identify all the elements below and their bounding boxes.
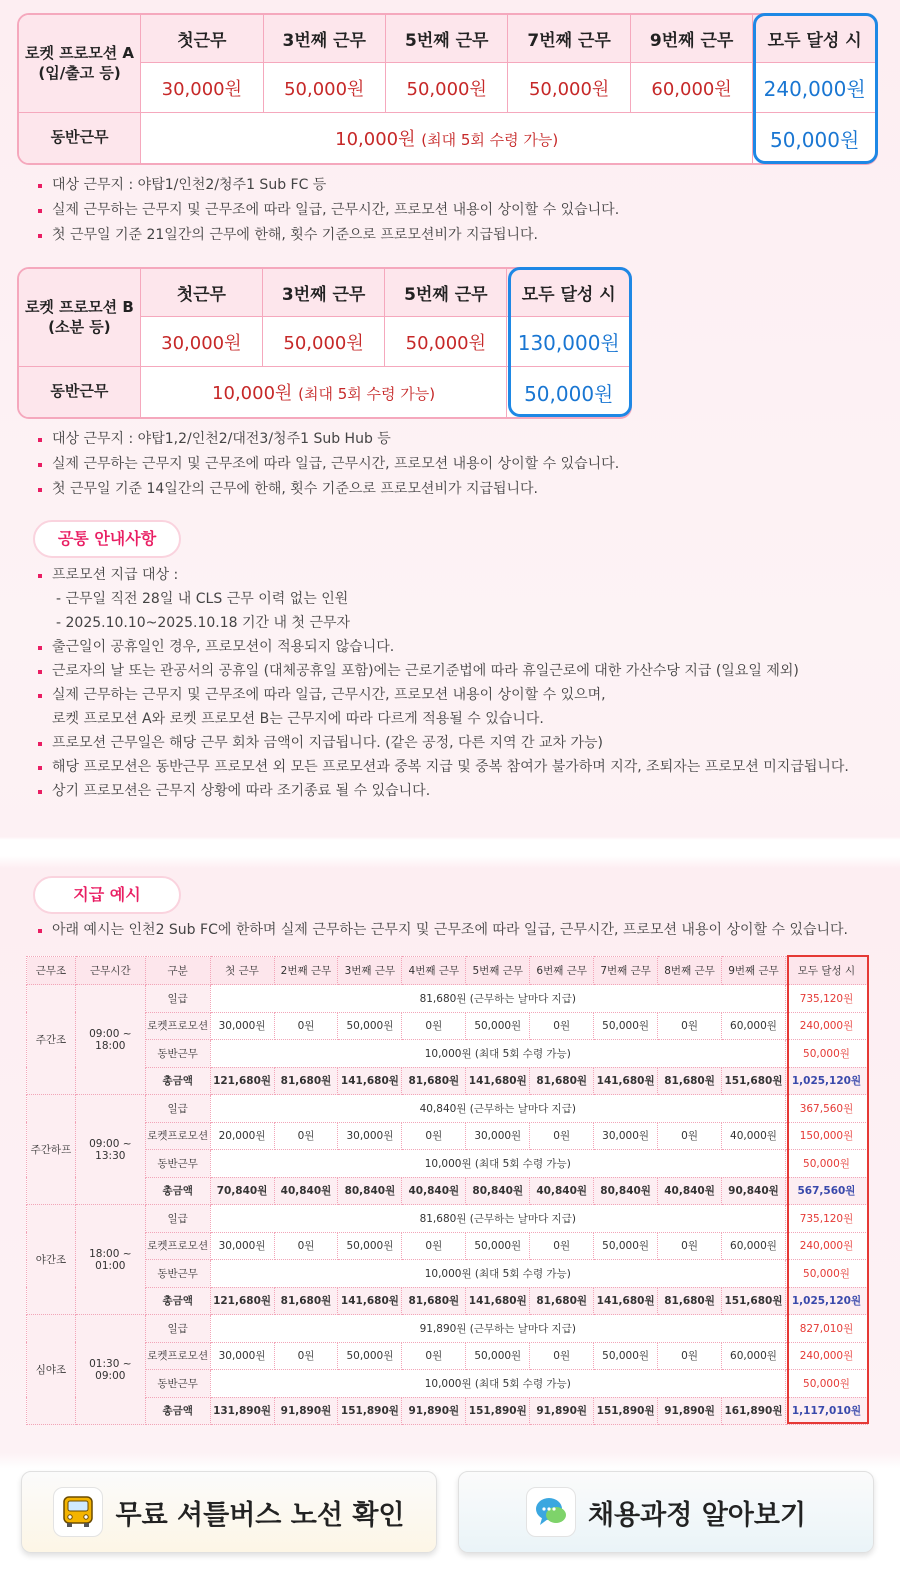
promo-b-companion-label: 동반근무 — [19, 367, 141, 417]
promo-cell: 0원 — [402, 1342, 466, 1370]
sum-cell: 151,680원 — [722, 1067, 786, 1095]
example-row-promo — [27, 1232, 868, 1260]
sum-cell: 81,680원 — [658, 1287, 722, 1315]
hiring-process-button-label: 채용과정 알아보기 — [587, 1499, 807, 1531]
promo-b-val-5: 50,000원 — [385, 317, 507, 367]
col-head: 첫 근무 — [210, 957, 274, 985]
promo-cell: 20,000원 — [210, 1122, 274, 1150]
promo-a-head-total: 모두 달성 시 — [753, 15, 876, 63]
sum-cell: 81,680원 — [530, 1287, 594, 1315]
common-note-text: 프로모션 지급 대상 : — [52, 567, 179, 583]
example-row-daily — [27, 985, 868, 1013]
promo-cell: 0원 — [274, 1342, 338, 1370]
promo-cell: 30,000원 — [210, 1232, 274, 1260]
promo-a-val-total: 240,000원 — [753, 63, 876, 113]
sum-total: 1,025,120원 — [785, 1287, 867, 1315]
sum-cell: 141,680원 — [338, 1067, 402, 1095]
promo-cell: 0원 — [658, 1232, 722, 1260]
promo-a-subtitle: (입/출고 등) — [38, 63, 121, 82]
promo-b-companion-note: (최대 5회 수령 가능) — [298, 385, 436, 403]
example-row-companion — [27, 1150, 868, 1178]
promo-a-val-3: 50,000원 — [264, 63, 386, 113]
sum-cell: 81,680원 — [658, 1067, 722, 1095]
sum-cell: 70,840원 — [210, 1177, 274, 1205]
col-head: 9번째 근무 — [722, 957, 786, 985]
promo-total: 240,000원 — [785, 1012, 867, 1040]
col-head: 3번째 근무 — [338, 957, 402, 985]
promo-total: 240,000원 — [785, 1342, 867, 1370]
sum-cell: 131,890원 — [210, 1397, 274, 1425]
promo-a-table — [17, 13, 878, 165]
promo-a-note: 실제 근무하는 근무지 및 근무조에 따라 일급, 근무시간, 프로모션 내용이 상이할 수 있습니다. — [36, 198, 866, 223]
sum-cell: 141,680원 — [338, 1287, 402, 1315]
sum-cell: 91,890원 — [402, 1397, 466, 1425]
example-row-sum — [27, 1397, 868, 1425]
promo-total: 150,000원 — [785, 1122, 867, 1150]
promo-b-subtitle: (소분 등) — [48, 317, 111, 336]
promo-total: 240,000원 — [785, 1232, 867, 1260]
promo-cell: 60,000원 — [722, 1342, 786, 1370]
promo-cell: 50,000원 — [338, 1012, 402, 1040]
promo-a-val-5: 50,000원 — [386, 63, 508, 113]
promo-a-note: 대상 근무지 : 야탑1/인천2/청주1 Sub FC 등 — [36, 173, 866, 198]
promo-a-notes — [36, 173, 866, 248]
promo-cell: 0원 — [402, 1012, 466, 1040]
promo-a-val-9: 60,000원 — [631, 63, 753, 113]
hiring-process-button[interactable] — [458, 1471, 874, 1553]
example-row-daily — [27, 1095, 868, 1123]
common-note — [36, 563, 886, 635]
promo-cell: 50,000원 — [466, 1342, 530, 1370]
promo-cell: 0원 — [274, 1012, 338, 1040]
sum-cell: 40,840원 — [274, 1177, 338, 1205]
sum-cell: 81,680원 — [530, 1067, 594, 1095]
sum-cell: 141,680원 — [466, 1287, 530, 1315]
promo-b-companion-value — [141, 367, 508, 417]
promo-cell: 30,000원 — [210, 1012, 274, 1040]
example-row-daily — [27, 1205, 868, 1233]
promo-cell: 0원 — [530, 1232, 594, 1260]
daily-wage: 91,890원 (근무하는 날마다 지급) — [210, 1315, 785, 1343]
sum-cell: 141,680원 — [594, 1287, 658, 1315]
promo-b-val-1: 30,000원 — [141, 317, 263, 367]
row-category: 로켓프로모션 — [145, 1342, 210, 1370]
col-head: 6번째 근무 — [530, 957, 594, 985]
example-row-promo — [27, 1342, 868, 1370]
daily-total: 735,120원 — [785, 985, 867, 1013]
promo-b-note: 첫 근무일 기준 14일간의 근무에 한해, 횟수 기준으로 프로모션비가 지급됩니다. — [36, 477, 866, 502]
promo-cell: 0원 — [530, 1012, 594, 1040]
promo-cell: 30,000원 — [338, 1122, 402, 1150]
sum-cell: 141,680원 — [466, 1067, 530, 1095]
promo-b-note: 실제 근무하는 근무지 및 근무조에 따라 일급, 근무시간, 프로모션 내용이 상이할 수 있습니다. — [36, 452, 866, 477]
example-notes — [36, 918, 886, 943]
common-note: 해당 프로모션은 동반근무 프로모션 외 모든 프로모션과 중복 지급 및 중복 참여가 불가하며 지각, 조퇴자는 프로모션 미지급됩니다. — [36, 755, 886, 779]
sum-cell: 81,680원 — [402, 1067, 466, 1095]
shift-name: 심야조 — [27, 1315, 76, 1425]
row-category: 총금액 — [145, 1067, 210, 1095]
sum-cell: 161,890원 — [722, 1397, 786, 1425]
promo-a-companion-note: (최대 5회 수령 가능) — [421, 131, 559, 149]
col-head: 4번째 근무 — [402, 957, 466, 985]
promo-cell: 0원 — [402, 1232, 466, 1260]
sum-cell: 81,680원 — [274, 1067, 338, 1095]
common-note — [36, 683, 886, 731]
promo-a-rowhead — [19, 15, 141, 113]
promo-cell: 0원 — [530, 1342, 594, 1370]
promo-a-head-1: 첫근무 — [141, 15, 263, 63]
example-row-daily — [27, 1315, 868, 1343]
common-note: 상기 프로모션은 근무지 상황에 따라 조기종료 될 수 있습니다. — [36, 779, 886, 803]
sum-cell: 151,890원 — [338, 1397, 402, 1425]
row-category: 총금액 — [145, 1397, 210, 1425]
col-head: 5번째 근무 — [466, 957, 530, 985]
promo-cell: 30,000원 — [466, 1122, 530, 1150]
companion-cell: 10,000원 (최대 5회 수령 가능) — [210, 1260, 785, 1288]
promo-cell: 50,000원 — [466, 1232, 530, 1260]
shift-time: 01:30 ~ 09:00 — [75, 1315, 145, 1425]
shift-time: 09:00 ~ 13:30 — [75, 1095, 145, 1205]
common-note-sub: - 근무일 직전 28일 내 CLS 근무 이력 없는 인원 — [56, 591, 349, 607]
daily-total: 735,120원 — [785, 1205, 867, 1233]
companion-total: 50,000원 — [785, 1370, 867, 1398]
example-row-promo — [27, 1012, 868, 1040]
sum-cell: 121,680원 — [210, 1067, 274, 1095]
chat-bubble-icon — [526, 1487, 576, 1537]
common-notes — [36, 563, 886, 803]
promo-b-companion-total: 50,000원 — [524, 381, 614, 406]
col-head: 모두 달성 시 — [785, 957, 867, 985]
example-row-sum — [27, 1067, 868, 1095]
common-notice-title: 공통 안내사항 — [33, 520, 181, 558]
companion-total: 50,000원 — [785, 1150, 867, 1178]
col-head: 7번째 근무 — [594, 957, 658, 985]
sum-cell: 91,890원 — [274, 1397, 338, 1425]
example-row-sum — [27, 1177, 868, 1205]
promo-cell: 50,000원 — [466, 1012, 530, 1040]
common-note-text: 실제 근무하는 근무지 및 근무조에 따라 일급, 근무시간, 프로모션 내용이 상이할 수 있으며, — [52, 687, 606, 703]
sum-cell: 121,680원 — [210, 1287, 274, 1315]
promo-cell: 50,000원 — [594, 1012, 658, 1040]
promo-cell: 0원 — [402, 1122, 466, 1150]
promo-b-table — [17, 267, 632, 419]
sum-cell: 81,680원 — [402, 1287, 466, 1315]
row-category: 총금액 — [145, 1287, 210, 1315]
payment-example-table — [26, 956, 868, 1425]
row-category: 일급 — [145, 1315, 210, 1343]
companion-cell: 10,000원 (최대 5회 수령 가능) — [210, 1150, 785, 1178]
sum-cell: 151,680원 — [722, 1287, 786, 1315]
promo-a-head-3: 3번째 근무 — [264, 15, 386, 63]
promo-cell: 50,000원 — [594, 1232, 658, 1260]
shift-name: 주간하프 — [27, 1095, 76, 1205]
sum-cell: 151,890원 — [594, 1397, 658, 1425]
row-category: 동반근무 — [145, 1370, 210, 1398]
daily-wage: 81,680원 (근무하는 날마다 지급) — [210, 985, 785, 1013]
sum-total: 567,560원 — [785, 1177, 867, 1205]
sum-cell: 80,840원 — [466, 1177, 530, 1205]
row-category: 로켓프로모션 — [145, 1012, 210, 1040]
promo-b-title: 로켓 프로모션 B — [24, 298, 134, 316]
row-category: 동반근무 — [145, 1040, 210, 1068]
sum-cell: 40,840원 — [402, 1177, 466, 1205]
sum-cell: 91,890원 — [658, 1397, 722, 1425]
sum-cell: 80,840원 — [338, 1177, 402, 1205]
shuttle-bus-button-label: 무료 셔틀버스 노선 확인 — [115, 1499, 405, 1531]
example-row-promo — [27, 1122, 868, 1150]
daily-total: 367,560원 — [785, 1095, 867, 1123]
example-row-companion — [27, 1260, 868, 1288]
promo-cell: 60,000원 — [722, 1012, 786, 1040]
promo-cell: 0원 — [658, 1342, 722, 1370]
companion-cell: 10,000원 (최대 5회 수령 가능) — [210, 1040, 785, 1068]
sum-cell: 40,840원 — [530, 1177, 594, 1205]
common-note-sub: 로켓 프로모션 A와 로켓 프로모션 B는 근무지에 따라 다르게 적용될 수 있습니다. — [52, 711, 544, 727]
promo-cell: 60,000원 — [722, 1232, 786, 1260]
promo-b-rowhead — [19, 269, 141, 367]
promo-a-companion-amount: 10,000원 — [335, 129, 416, 150]
promo-cell: 30,000원 — [594, 1122, 658, 1150]
promo-b-val-3: 50,000원 — [263, 317, 385, 367]
promo-a-head-5: 5번째 근무 — [386, 15, 508, 63]
row-category: 로켓프로모션 — [145, 1232, 210, 1260]
promo-a-head-9: 9번째 근무 — [631, 15, 753, 63]
common-note: 출근일이 공휴일인 경우, 프로모션이 적용되지 않습니다. — [36, 635, 886, 659]
promo-cell: 0원 — [274, 1232, 338, 1260]
promo-b-val-total: 130,000원 — [507, 317, 630, 367]
sum-cell: 81,680원 — [274, 1287, 338, 1315]
common-note-sub: - 2025.10.10~2025.10.18 기간 내 첫 근무자 — [56, 615, 351, 631]
sum-total: 1,117,010원 — [785, 1397, 867, 1425]
sum-cell: 151,890원 — [466, 1397, 530, 1425]
promo-cell: 40,000원 — [722, 1122, 786, 1150]
companion-total: 50,000원 — [785, 1040, 867, 1068]
col-head: 8번째 근무 — [658, 957, 722, 985]
promo-cell: 0원 — [658, 1122, 722, 1150]
companion-cell: 10,000원 (최대 5회 수령 가능) — [210, 1370, 785, 1398]
promo-cell: 0원 — [530, 1122, 594, 1150]
promo-a-companion-value — [141, 113, 753, 163]
daily-wage: 81,680원 (근무하는 날마다 지급) — [210, 1205, 785, 1233]
promo-b-companion-amount: 10,000원 — [212, 383, 293, 404]
common-note: 프로모션 근무일은 해당 근무 회차 금액이 지급됩니다. (같은 공정, 다른 지역 간 교차 가능) — [36, 731, 886, 755]
col-head: 2번째 근무 — [274, 957, 338, 985]
companion-total: 50,000원 — [785, 1260, 867, 1288]
promo-cell: 30,000원 — [210, 1342, 274, 1370]
example-note: 아래 예시는 인천2 Sub FC에 한하며 실제 근무하는 근무지 및 근무조에 따라 일급, 근무시간, 프로모션 내용이 상이할 수 있습니다. — [36, 918, 886, 943]
promo-cell: 50,000원 — [338, 1232, 402, 1260]
daily-total: 827,010원 — [785, 1315, 867, 1343]
example-row-sum — [27, 1287, 868, 1315]
promo-b-head-3: 3번째 근무 — [263, 269, 385, 317]
example-header-row — [27, 957, 868, 985]
row-category: 로켓프로모션 — [145, 1122, 210, 1150]
sum-cell: 80,840원 — [594, 1177, 658, 1205]
example-title: 지급 예시 — [33, 876, 181, 914]
shift-time: 18:00 ~ 01:00 — [75, 1205, 145, 1315]
col-head: 근무조 — [27, 957, 76, 985]
promo-cell: 50,000원 — [594, 1342, 658, 1370]
promo-b-head-5: 5번째 근무 — [385, 269, 507, 317]
row-category: 일급 — [145, 1205, 210, 1233]
row-category: 총금액 — [145, 1177, 210, 1205]
promo-a-companion-total: 50,000원 — [769, 127, 860, 152]
promo-b-head-1: 첫근무 — [141, 269, 263, 317]
promo-a-val-1: 30,000원 — [141, 63, 263, 113]
col-head: 근무시간 — [75, 957, 145, 985]
promo-a-note: 첫 근무일 기준 21일간의 근무에 한해, 횟수 기준으로 프로모션비가 지급됩니다. — [36, 223, 866, 248]
sum-cell: 90,840원 — [722, 1177, 786, 1205]
shift-name: 야간조 — [27, 1205, 76, 1315]
row-category: 일급 — [145, 985, 210, 1013]
promo-cell: 0원 — [274, 1122, 338, 1150]
promo-b-notes — [36, 427, 866, 502]
common-note: 근로자의 날 또는 관공서의 공휴일 (대체공휴일 포함)에는 근로기준법에 따라 휴일근로에 대한 가산수당 지급 (일요일 제외) — [36, 659, 886, 683]
example-row-companion — [27, 1040, 868, 1068]
promo-cell: 0원 — [658, 1012, 722, 1040]
row-category: 동반근무 — [145, 1260, 210, 1288]
sum-total: 1,025,120원 — [785, 1067, 867, 1095]
example-row-companion — [27, 1370, 868, 1398]
shuttle-bus-button[interactable] — [21, 1471, 437, 1553]
promo-a-companion-label: 동반근무 — [19, 113, 141, 163]
row-category: 동반근무 — [145, 1150, 210, 1178]
daily-wage: 40,840원 (근무하는 날마다 지급) — [210, 1095, 785, 1123]
col-head: 구분 — [145, 957, 210, 985]
promo-a-head-7: 7번째 근무 — [508, 15, 630, 63]
promo-a-title: 로켓 프로모션 A — [25, 44, 135, 62]
promo-b-note: 대상 근무지 : 야탑1,2/인천2/대전3/청주1 Sub Hub 등 — [36, 427, 866, 452]
shift-name: 주간조 — [27, 985, 76, 1095]
bus-icon — [53, 1487, 103, 1537]
sum-cell: 141,680원 — [594, 1067, 658, 1095]
promo-b-head-total: 모두 달성 시 — [507, 269, 630, 317]
promo-cell: 50,000원 — [338, 1342, 402, 1370]
shift-time: 09:00 ~ 18:00 — [75, 985, 145, 1095]
row-category: 일급 — [145, 1095, 210, 1123]
sum-cell: 40,840원 — [658, 1177, 722, 1205]
sum-cell: 91,890원 — [530, 1397, 594, 1425]
promo-a-val-7: 50,000원 — [508, 63, 630, 113]
